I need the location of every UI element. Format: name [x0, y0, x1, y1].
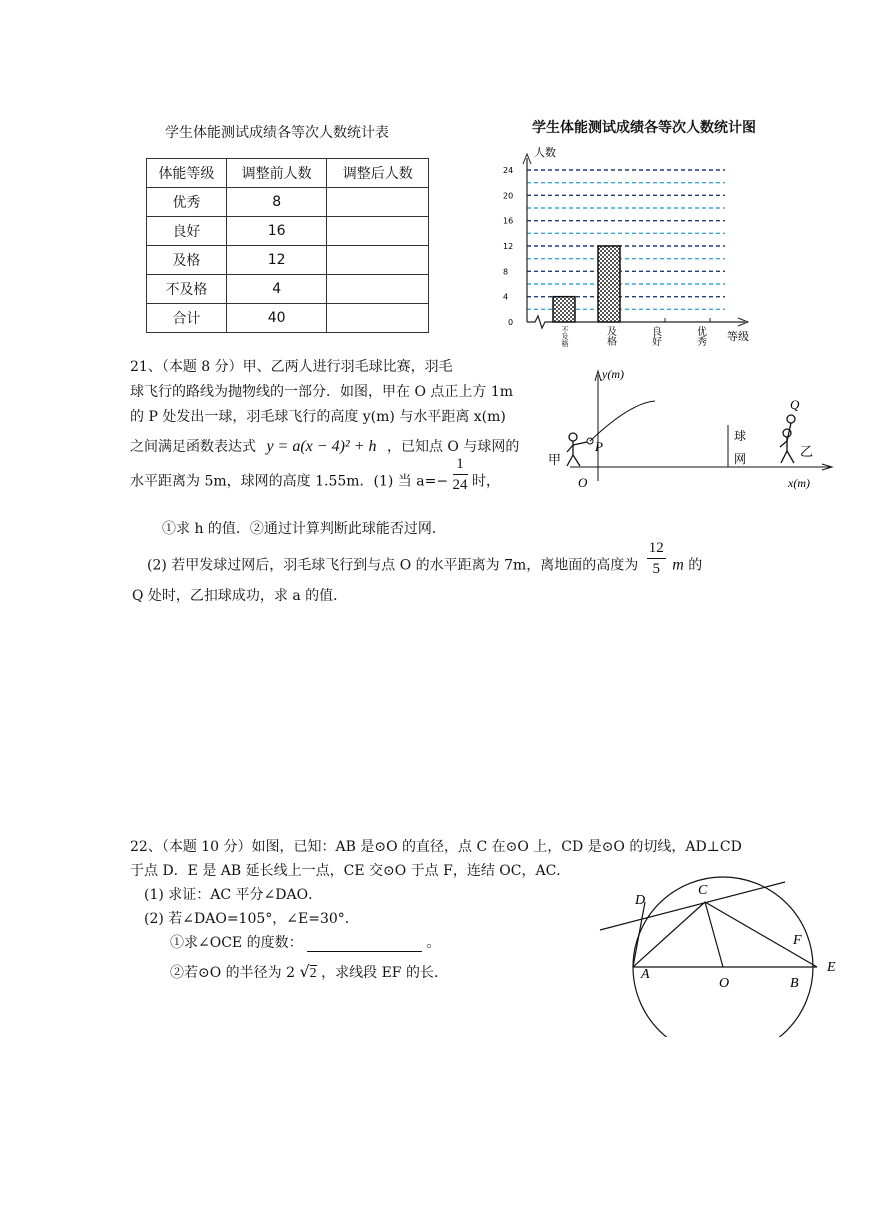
net-label: 球 — [734, 429, 747, 443]
x-axis-label: x(m) — [788, 476, 810, 490]
q22-line: 于点 D．E 是 AB 延长线上一点，CE 交⊙O 于点 F，连结 OC，AC． — [130, 863, 571, 879]
point-d-label: D — [635, 893, 646, 908]
table-header-row — [147, 159, 429, 188]
chart-title: 学生体能测试成绩各等次人数统计图 — [532, 120, 756, 136]
q21-heading: 21、（本题 8 分）甲、乙两人进行羽毛球比赛，羽毛 — [130, 359, 453, 375]
y-axis-label: y(m) — [602, 367, 624, 381]
fraction-denominator: 5 — [652, 561, 660, 577]
q21-text: 之间满足函数表达式 — [130, 439, 256, 455]
y-tick-label: 20 — [503, 191, 514, 201]
table-row — [147, 304, 429, 333]
x-tick-label: 良好 — [649, 326, 661, 346]
circle-o — [633, 877, 813, 1037]
table-cell: 及格 — [147, 246, 227, 275]
x-tick-label: 及格 — [604, 326, 616, 346]
table-row — [147, 217, 429, 246]
badminton-figure — [540, 363, 840, 493]
table-cell: 16 — [226, 217, 327, 246]
q21-text: 时， — [471, 473, 500, 490]
net-label: 网 — [734, 452, 747, 466]
fraction-a — [453, 454, 468, 495]
table-row — [147, 188, 429, 217]
origin-label: O — [578, 475, 588, 490]
bar-chart — [490, 140, 770, 365]
y-tick-label: 8 — [503, 267, 509, 277]
player-jia-label: 甲 — [548, 453, 562, 468]
q21-text: 的 — [688, 557, 703, 574]
point-q-label: Q — [790, 397, 800, 412]
q21-line — [130, 456, 500, 495]
table-cell — [327, 217, 429, 246]
table-row — [147, 246, 429, 275]
table-cell — [327, 188, 429, 217]
q21-text: 水平距离为 5m，球网的高度 1.55m．(1) 当 a=− — [130, 473, 449, 490]
table-cell — [327, 304, 429, 333]
q21-text: ，已知点 O 与球网的 — [386, 439, 520, 455]
q22-text: 。 — [426, 935, 441, 951]
q22-line: (2) 若∠DAO=105°，∠E=30°． — [144, 911, 359, 927]
stats-table — [146, 158, 429, 333]
fraction-numerator: 1 — [453, 454, 468, 475]
fraction-numerator: 12 — [647, 538, 666, 559]
table-title: 学生体能测试成绩各等次人数统计表 — [165, 125, 389, 141]
q22-heading: 22、（本题 10 分）如图，已知：AB 是⊙O 的直径，点 C 在⊙O 上，CD 是⊙O 的切线，AD⊥CD — [130, 839, 742, 855]
y-axis-label: 人数 — [534, 146, 556, 159]
point-b-label: B — [790, 976, 799, 991]
point-c-label: C — [698, 883, 708, 898]
table-cell: 优秀 — [147, 188, 227, 217]
table-cell: 8 — [226, 188, 327, 217]
segment-oc — [705, 902, 723, 967]
y-tick-label: 0 — [508, 318, 514, 327]
q21-part2 — [132, 540, 767, 610]
answer-blank[interactable] — [307, 937, 422, 952]
fraction-denominator: 24 — [452, 477, 468, 493]
point-e-label: E — [827, 960, 836, 975]
q21-text: (2) 若甲发球过网后，羽毛球飞行到与点 O 的水平距离为 7m，离地面的高度为 — [147, 557, 639, 574]
table-cell: 合计 — [147, 304, 227, 333]
point-o-label: O — [719, 976, 730, 991]
point-p-label: P — [595, 439, 603, 454]
q22-text: ，求线段 EF 的长． — [321, 965, 448, 981]
q22-text: ②若⊙O 的半径为 2 — [170, 965, 296, 981]
table-cell: 良好 — [147, 217, 227, 246]
q21-line: Q 处时，乙扣球成功，求 a 的值． — [132, 588, 348, 604]
q21-formula: y = a(x − 4)² + h — [266, 438, 377, 455]
shuttle-trajectory — [590, 401, 655, 441]
point-f-label: F — [793, 933, 802, 948]
sqrt-icon: √ — [299, 962, 310, 981]
tangent-line — [600, 882, 785, 930]
table-cell: 40 — [226, 304, 327, 333]
q21-line: 球飞行的路线为抛物线的一部分．如图，甲在 O 点正上方 1m — [130, 384, 514, 400]
q21-line: ①求 h 的值．②通过计算判断此球能否过网． — [162, 521, 446, 537]
q21-line — [130, 436, 519, 456]
bar — [553, 297, 575, 322]
table-row — [147, 275, 429, 304]
unit: m — [672, 556, 684, 574]
q22-text: ①求∠OCE 的度数： — [170, 935, 303, 951]
sqrt-value: 2 — [309, 966, 317, 981]
q22-line — [170, 932, 441, 952]
q22-line — [170, 962, 448, 982]
q21-line — [147, 540, 703, 579]
q21-block — [130, 356, 550, 536]
circle-figure — [595, 872, 845, 1037]
q21-line: 的 P 处发出一球，羽毛球飞行的高度 y(m) 与水平距离 x(m) — [130, 409, 506, 425]
q22-line: (1) 求证：AC 平分∠DAO． — [144, 887, 323, 903]
x-tick-label: 不及格 — [561, 326, 569, 347]
table-cell: 12 — [226, 246, 327, 275]
y-tick-label: 4 — [503, 292, 509, 302]
player-jia-icon — [567, 433, 587, 466]
table-cell — [327, 246, 429, 275]
fraction-height — [647, 538, 666, 579]
table-header: 调整后人数 — [327, 159, 429, 188]
y-tick-label: 16 — [503, 216, 514, 226]
y-tick-label: 12 — [503, 242, 514, 251]
table-cell: 不及格 — [147, 275, 227, 304]
player-yi-label: 乙 — [800, 445, 814, 460]
bar — [598, 246, 620, 322]
player-yi-icon — [780, 415, 795, 463]
y-tick-label: 24 — [503, 166, 514, 175]
table-cell — [327, 275, 429, 304]
point-a-label: A — [641, 967, 650, 982]
x-axis-label: 等级 — [727, 330, 749, 343]
table-header: 体能等级 — [147, 159, 227, 188]
x-tick-label: 优秀 — [694, 326, 706, 346]
table-header: 调整前人数 — [226, 159, 327, 188]
table-cell: 4 — [226, 275, 327, 304]
